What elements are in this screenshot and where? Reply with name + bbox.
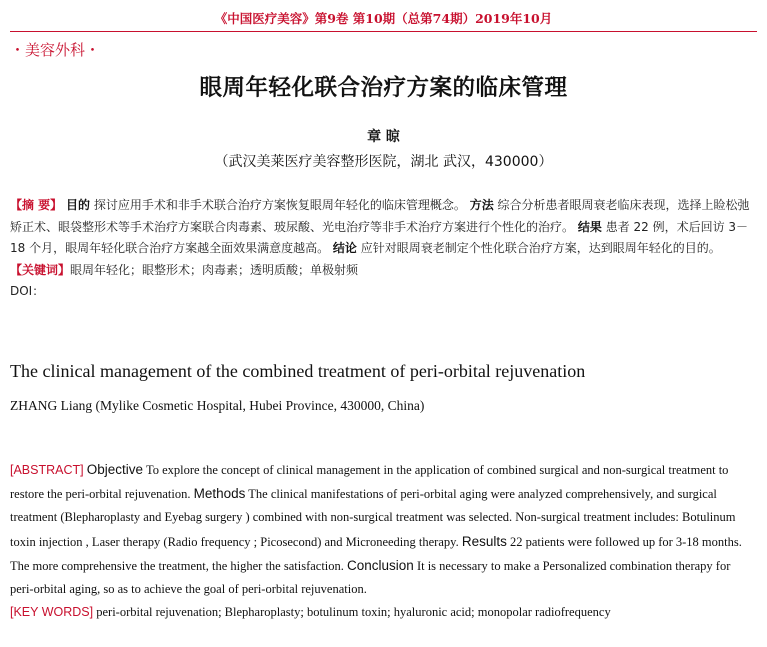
english-keywords: peri-orbital rejuvenation; Blepharoplasty; botulinum toxin; hyaluronic acid; monopolar radiofrequency (96, 605, 611, 620)
chinese-results-label: 结果 (577, 219, 602, 234)
chinese-results-text: 患者 22 例，术后回访 3－18 个月，眼周年轻化联合治疗方案越全面效果满意度越高。 (10, 219, 749, 255)
chinese-methods-text: 综合分析患者眼周衰老临床表现，选择上睑松弛矫正术、眼袋整形术等手术治疗方案联合肉毒素、玻尿酸、光电治疗等非手术治疗方案进行个性化的治疗。 (10, 198, 750, 234)
english-objective-text: To explore the concept of clinical management in the application of combined surgical and non-surgical treatment to restore the peri-orbital rejuvenation. (10, 463, 729, 502)
chinese-title: 眼周年轻化联合治疗方案的临床管理 (199, 75, 568, 101)
english-keywords-line (10, 601, 755, 624)
chinese-abstract-paragraph (10, 195, 757, 260)
english-methods-text: The clinical manifestations of peri-orbital aging were analyzed comprehensively, and surgical treatment (Blepharoplasty and Eyebag surgery ) combined with non-surgical treatment was selected. Non-surgical treatment includes: Botulinum toxin injection , Laser therapy (Radio frequency ; Picosecond) and Microneeding therapy. (10, 487, 736, 549)
header-divider (10, 31, 757, 32)
chinese-abstract (10, 195, 757, 303)
english-results-label: Results (461, 533, 507, 549)
section-label: ・美容外科・ (10, 41, 101, 59)
chinese-conclusion-text: 应针对眼周衰老制定个性化联合治疗方案，达到眼周年轻化的目的。 (360, 241, 721, 255)
english-keywords-label: [KEY WORDS] (10, 605, 94, 620)
english-conclusion-label: Conclusion (347, 557, 414, 573)
doi-line: DOI： (10, 284, 45, 298)
chinese-objective-label: 目的 (66, 198, 91, 212)
english-abstract (10, 458, 755, 624)
chinese-abstract-label: 【摘 要】 (10, 198, 63, 212)
chinese-keywords: 眼周年轻化；眼整形术；肉毒素；透明质酸；单极射频 (70, 262, 359, 277)
journal-header: 《中国医疗美容》第9卷 第10期（总第74期）2019年10月 (214, 11, 553, 26)
chinese-conclusion-label: 结论 (332, 241, 357, 255)
english-abstract-label: [ABSTRACT] (10, 463, 84, 477)
chinese-keywords-label: 【关键词】 (10, 262, 71, 277)
english-objective-label: Objective (86, 462, 144, 477)
english-abstract-paragraph (10, 458, 755, 601)
english-methods-label: Methods (193, 486, 246, 502)
chinese-affiliation: （武汉美莱医疗美容整形医院，湖北 武汉，430000） (214, 154, 553, 170)
chinese-keywords-line (10, 260, 757, 282)
chinese-objective-text: 探讨应用手术和非手术联合治疗方案恢复眼周年轻化的临床管理概念。 (93, 198, 466, 212)
english-results-text: 22 patients were followed up for 3-18 months. The more comprehensive the treatment, the higher the satisfaction. (10, 534, 742, 573)
english-conclusion-text: It is necessary to make a Personalized combination therapy for peri-orbital aging, so as to achieve the goal of peri-orbital rejuvenation. (10, 558, 731, 597)
english-author: ZHANG Liang (Mylike Cosmetic Hospital, Hubei Province, 430000, China) (10, 398, 425, 413)
english-title: The clinical management of the combined treatment of peri-orbital rejuvenation (10, 361, 586, 381)
chinese-author: 章 晾 (367, 129, 400, 145)
chinese-methods-label: 方法 (469, 198, 494, 212)
